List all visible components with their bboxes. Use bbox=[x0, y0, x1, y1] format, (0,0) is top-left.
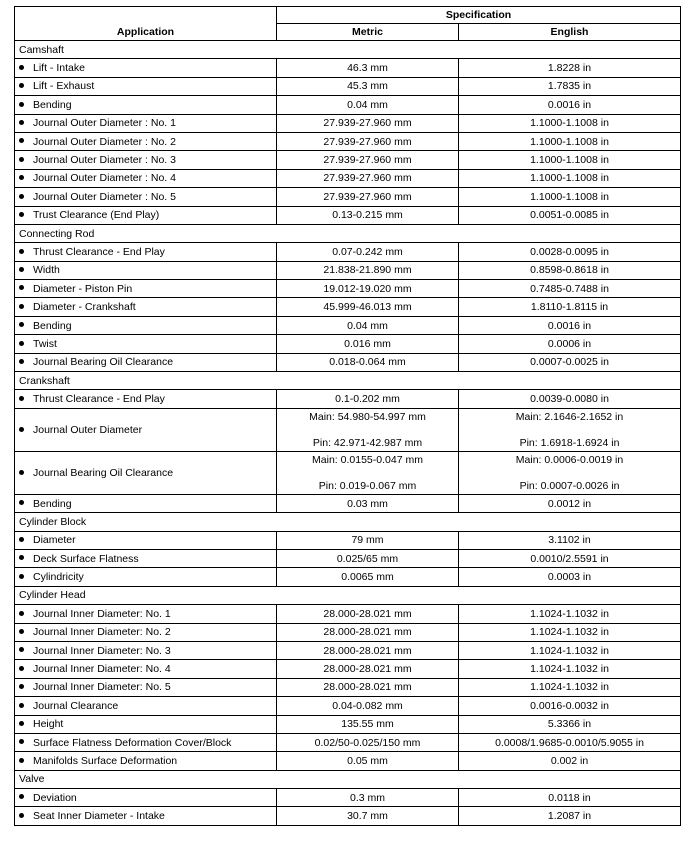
application-label: Journal Inner Diameter: No. 4 bbox=[33, 663, 171, 676]
application-label: Cylindricity bbox=[33, 571, 84, 584]
application-label: Deck Surface Flatness bbox=[33, 552, 139, 565]
spec-sheet bbox=[14, 6, 680, 826]
english-cell: 1.1000-1.1008 in bbox=[459, 114, 681, 132]
application-cell bbox=[15, 678, 277, 696]
section-row bbox=[15, 586, 681, 604]
table-row bbox=[15, 316, 681, 334]
specification-table bbox=[14, 6, 681, 826]
metric-cell: 27.939-27.960 mm bbox=[277, 114, 459, 132]
bullet-icon bbox=[19, 611, 24, 616]
english-pin-value: Pin: 1.6918-1.6924 in bbox=[519, 436, 620, 449]
english-cell: 0.0028-0.0095 in bbox=[459, 243, 681, 261]
bullet-icon bbox=[19, 194, 24, 199]
table-row bbox=[15, 188, 681, 206]
metric-cell bbox=[277, 451, 459, 494]
application-label: Thrust Clearance - End Play bbox=[33, 393, 165, 406]
bullet-icon bbox=[19, 500, 24, 505]
table-row bbox=[15, 531, 681, 549]
bullet-icon bbox=[19, 813, 24, 818]
table-row bbox=[15, 298, 681, 316]
english-cell: 1.1024-1.1032 in bbox=[459, 605, 681, 623]
application-cell bbox=[15, 169, 277, 187]
english-cell: 0.0010/2.5591 in bbox=[459, 549, 681, 567]
english-cell: 0.0016 in bbox=[459, 316, 681, 334]
metric-cell: 0.07-0.242 mm bbox=[277, 243, 459, 261]
metric-cell: 0.018-0.064 mm bbox=[277, 353, 459, 371]
english-main-value: Main: 0.0006-0.0019 in bbox=[515, 453, 624, 466]
metric-cell: 0.04 mm bbox=[277, 96, 459, 114]
table-row bbox=[15, 641, 681, 659]
english-cell: 1.1000-1.1008 in bbox=[459, 151, 681, 169]
application-cell bbox=[15, 132, 277, 150]
metric-cell: 0.04-0.082 mm bbox=[277, 697, 459, 715]
bullet-icon bbox=[19, 65, 24, 70]
table-row bbox=[15, 335, 681, 353]
application-label: Bending bbox=[33, 497, 72, 510]
table-row bbox=[15, 660, 681, 678]
metric-header: Metric bbox=[277, 24, 459, 41]
application-label: Journal Inner Diameter: No. 3 bbox=[33, 644, 171, 657]
english-cell: 0.0118 in bbox=[459, 789, 681, 807]
metric-cell: 0.02/50-0.025/150 mm bbox=[277, 733, 459, 751]
table-row bbox=[15, 243, 681, 261]
table-row bbox=[15, 261, 681, 279]
application-cell bbox=[15, 261, 277, 279]
application-cell bbox=[15, 451, 277, 494]
application-label: Deviation bbox=[33, 791, 77, 804]
section-title: Cylinder Block bbox=[15, 513, 681, 531]
application-label: Seat Inner Diameter - Intake bbox=[33, 810, 165, 823]
metric-cell: 0.025/65 mm bbox=[277, 549, 459, 567]
application-cell bbox=[15, 697, 277, 715]
bullet-icon bbox=[19, 703, 24, 708]
metric-cell: 27.939-27.960 mm bbox=[277, 169, 459, 187]
application-cell bbox=[15, 605, 277, 623]
bullet-icon bbox=[19, 666, 24, 671]
metric-cell: 28.000-28.021 mm bbox=[277, 678, 459, 696]
table-row bbox=[15, 494, 681, 512]
application-cell bbox=[15, 353, 277, 371]
bullet-icon bbox=[19, 758, 24, 763]
application-cell bbox=[15, 188, 277, 206]
table-body bbox=[15, 41, 681, 826]
application-cell bbox=[15, 733, 277, 751]
metric-cell: 30.7 mm bbox=[277, 807, 459, 825]
english-cell: 1.7835 in bbox=[459, 77, 681, 95]
application-cell bbox=[15, 243, 277, 261]
metric-cell: 0.3 mm bbox=[277, 789, 459, 807]
table-row bbox=[15, 752, 681, 770]
english-cell: 1.1024-1.1032 in bbox=[459, 641, 681, 659]
application-label: Journal Outer Diameter bbox=[33, 423, 143, 436]
section-title: Camshaft bbox=[15, 41, 681, 59]
application-label: Diameter bbox=[33, 534, 76, 547]
metric-cell: 28.000-28.021 mm bbox=[277, 660, 459, 678]
bullet-icon bbox=[19, 304, 24, 309]
section-title: Valve bbox=[15, 770, 681, 788]
english-cell: 0.7485-0.7488 in bbox=[459, 280, 681, 298]
english-main-value: Main: 2.1646-2.1652 in bbox=[515, 410, 624, 423]
bullet-icon bbox=[19, 537, 24, 542]
table-row bbox=[15, 206, 681, 224]
bullet-icon bbox=[19, 120, 24, 125]
metric-cell: 0.1-0.202 mm bbox=[277, 390, 459, 408]
bullet-icon bbox=[19, 322, 24, 327]
application-cell bbox=[15, 206, 277, 224]
application-cell bbox=[15, 114, 277, 132]
application-cell bbox=[15, 752, 277, 770]
english-cell: 0.0007-0.0025 in bbox=[459, 353, 681, 371]
bullet-icon bbox=[19, 794, 24, 799]
application-cell bbox=[15, 623, 277, 641]
english-cell: 1.1024-1.1032 in bbox=[459, 660, 681, 678]
table-row bbox=[15, 451, 681, 494]
table-row bbox=[15, 151, 681, 169]
section-row bbox=[15, 770, 681, 788]
application-label: Height bbox=[33, 718, 64, 731]
table-row bbox=[15, 678, 681, 696]
application-label: Bending bbox=[33, 319, 72, 332]
application-label: Lift - Exhaust bbox=[33, 80, 95, 93]
metric-cell: 0.13-0.215 mm bbox=[277, 206, 459, 224]
application-cell bbox=[15, 807, 277, 825]
bullet-icon bbox=[19, 267, 24, 272]
application-label: Journal Outer Diameter : No. 1 bbox=[33, 117, 176, 130]
application-label: Journal Clearance bbox=[33, 699, 119, 712]
english-cell: 0.0003 in bbox=[459, 568, 681, 586]
english-cell: 1.1000-1.1008 in bbox=[459, 169, 681, 187]
metric-main-value: Main: 54.980-54.997 mm bbox=[309, 410, 426, 423]
metric-cell: 79 mm bbox=[277, 531, 459, 549]
metric-pin-value: Pin: 0.019-0.067 mm bbox=[318, 479, 417, 492]
table-row bbox=[15, 549, 681, 567]
application-header: Application bbox=[15, 7, 277, 41]
table-row bbox=[15, 715, 681, 733]
english-cell: 0.0051-0.0085 in bbox=[459, 206, 681, 224]
application-label: Trust Clearance (End Play) bbox=[33, 209, 160, 222]
bullet-icon bbox=[19, 721, 24, 726]
table-row bbox=[15, 697, 681, 715]
english-cell bbox=[459, 451, 681, 494]
table-row bbox=[15, 353, 681, 371]
application-label: Diameter - Crankshaft bbox=[33, 301, 136, 314]
bullet-icon bbox=[19, 212, 24, 217]
english-header: English bbox=[459, 24, 681, 41]
application-cell bbox=[15, 298, 277, 316]
section-row bbox=[15, 41, 681, 59]
application-label: Journal Inner Diameter: No. 5 bbox=[33, 681, 171, 694]
metric-cell: 19.012-19.020 mm bbox=[277, 280, 459, 298]
application-label: Journal Bearing Oil Clearance bbox=[33, 466, 174, 479]
bullet-icon bbox=[19, 138, 24, 143]
application-cell bbox=[15, 280, 277, 298]
table-row bbox=[15, 114, 681, 132]
metric-cell: 46.3 mm bbox=[277, 59, 459, 77]
bullet-icon bbox=[19, 629, 24, 634]
application-label: Surface Flatness Deformation Cover/Block bbox=[33, 736, 232, 749]
bullet-icon bbox=[19, 684, 24, 689]
application-label: Journal Outer Diameter : No. 3 bbox=[33, 154, 176, 167]
metric-cell: 27.939-27.960 mm bbox=[277, 132, 459, 150]
bullet-icon bbox=[19, 739, 24, 744]
metric-cell: 0.05 mm bbox=[277, 752, 459, 770]
application-cell bbox=[15, 59, 277, 77]
metric-cell: 28.000-28.021 mm bbox=[277, 623, 459, 641]
english-cell: 5.3366 in bbox=[459, 715, 681, 733]
english-cell bbox=[459, 408, 681, 451]
english-cell: 1.1024-1.1032 in bbox=[459, 678, 681, 696]
metric-pin-value: Pin: 42.971-42.987 mm bbox=[312, 436, 423, 449]
application-cell bbox=[15, 715, 277, 733]
bullet-icon bbox=[19, 647, 24, 652]
bullet-icon bbox=[19, 574, 24, 579]
application-label: Journal Outer Diameter : No. 4 bbox=[33, 172, 176, 185]
application-label: Journal Inner Diameter: No. 2 bbox=[33, 626, 171, 639]
bullet-icon bbox=[19, 249, 24, 254]
table-row bbox=[15, 623, 681, 641]
section-title: Crankshaft bbox=[15, 372, 681, 390]
application-label: Width bbox=[33, 264, 60, 277]
application-cell bbox=[15, 390, 277, 408]
application-label: Journal Outer Diameter : No. 5 bbox=[33, 190, 176, 203]
english-cell: 1.2087 in bbox=[459, 807, 681, 825]
section-title: Cylinder Head bbox=[15, 586, 681, 604]
metric-cell: 0.0065 mm bbox=[277, 568, 459, 586]
english-cell: 0.0006 in bbox=[459, 335, 681, 353]
application-cell bbox=[15, 531, 277, 549]
bullet-icon bbox=[19, 427, 24, 432]
english-cell: 0.0039-0.0080 in bbox=[459, 390, 681, 408]
application-cell bbox=[15, 77, 277, 95]
english-cell: 1.1024-1.1032 in bbox=[459, 623, 681, 641]
table-row bbox=[15, 789, 681, 807]
table-row bbox=[15, 59, 681, 77]
metric-cell: 0.04 mm bbox=[277, 316, 459, 334]
metric-cell: 45.999-46.013 mm bbox=[277, 298, 459, 316]
header-row-top bbox=[15, 7, 681, 24]
section-row bbox=[15, 372, 681, 390]
metric-cell: 28.000-28.021 mm bbox=[277, 641, 459, 659]
metric-cell: 27.939-27.960 mm bbox=[277, 151, 459, 169]
english-cell: 1.1000-1.1008 in bbox=[459, 188, 681, 206]
application-cell bbox=[15, 789, 277, 807]
bullet-icon bbox=[19, 285, 24, 290]
section-row bbox=[15, 513, 681, 531]
table-row bbox=[15, 77, 681, 95]
english-cell: 3.1102 in bbox=[459, 531, 681, 549]
table-row bbox=[15, 568, 681, 586]
english-cell: 1.1000-1.1008 in bbox=[459, 132, 681, 150]
bullet-icon bbox=[19, 83, 24, 88]
application-label: Manifolds Surface Deformation bbox=[33, 754, 178, 767]
english-cell: 0.0016 in bbox=[459, 96, 681, 114]
application-cell bbox=[15, 641, 277, 659]
table-row bbox=[15, 96, 681, 114]
application-cell bbox=[15, 316, 277, 334]
metric-cell: 0.016 mm bbox=[277, 335, 459, 353]
metric-cell bbox=[277, 408, 459, 451]
bullet-icon bbox=[19, 341, 24, 346]
metric-cell: 45.3 mm bbox=[277, 77, 459, 95]
application-label: Journal Inner Diameter: No. 1 bbox=[33, 607, 171, 620]
application-label: Bending bbox=[33, 98, 72, 111]
table-row bbox=[15, 280, 681, 298]
application-label: Journal Outer Diameter : No. 2 bbox=[33, 135, 176, 148]
bullet-icon bbox=[19, 359, 24, 364]
table-row bbox=[15, 390, 681, 408]
table-row bbox=[15, 733, 681, 751]
metric-main-value: Main: 0.0155-0.047 mm bbox=[312, 453, 423, 466]
bullet-icon bbox=[19, 470, 24, 475]
application-cell bbox=[15, 335, 277, 353]
metric-cell: 28.000-28.021 mm bbox=[277, 605, 459, 623]
english-cell: 0.002 in bbox=[459, 752, 681, 770]
table-row bbox=[15, 169, 681, 187]
application-label: Journal Bearing Oil Clearance bbox=[33, 356, 174, 369]
english-cell: 0.0012 in bbox=[459, 494, 681, 512]
specification-header: Specification bbox=[277, 7, 681, 24]
english-cell: 0.0016-0.0032 in bbox=[459, 697, 681, 715]
english-cell: 0.0008/1.9685-0.0010/5.9055 in bbox=[459, 733, 681, 751]
application-cell bbox=[15, 151, 277, 169]
application-cell bbox=[15, 660, 277, 678]
table-row bbox=[15, 807, 681, 825]
table-row bbox=[15, 408, 681, 451]
application-label: Thrust Clearance - End Play bbox=[33, 245, 165, 258]
table-row bbox=[15, 605, 681, 623]
application-label: Lift - Intake bbox=[33, 62, 85, 75]
bullet-icon bbox=[19, 396, 24, 401]
application-cell bbox=[15, 408, 277, 451]
application-cell bbox=[15, 568, 277, 586]
section-row bbox=[15, 224, 681, 242]
section-title: Connecting Rod bbox=[15, 224, 681, 242]
application-cell bbox=[15, 494, 277, 512]
bullet-icon bbox=[19, 175, 24, 180]
application-cell bbox=[15, 96, 277, 114]
metric-cell: 135.55 mm bbox=[277, 715, 459, 733]
bullet-icon bbox=[19, 157, 24, 162]
metric-cell: 21.838-21.890 mm bbox=[277, 261, 459, 279]
application-cell bbox=[15, 549, 277, 567]
english-cell: 0.8598-0.8618 in bbox=[459, 261, 681, 279]
application-label: Diameter - Piston Pin bbox=[33, 282, 133, 295]
english-pin-value: Pin: 0.0007-0.0026 in bbox=[519, 479, 620, 492]
english-cell: 1.8228 in bbox=[459, 59, 681, 77]
table-row bbox=[15, 132, 681, 150]
metric-cell: 27.939-27.960 mm bbox=[277, 188, 459, 206]
english-cell: 1.8110-1.8115 in bbox=[459, 298, 681, 316]
bullet-icon bbox=[19, 555, 24, 560]
application-label: Twist bbox=[33, 337, 57, 350]
bullet-icon bbox=[19, 102, 24, 107]
metric-cell: 0.03 mm bbox=[277, 494, 459, 512]
